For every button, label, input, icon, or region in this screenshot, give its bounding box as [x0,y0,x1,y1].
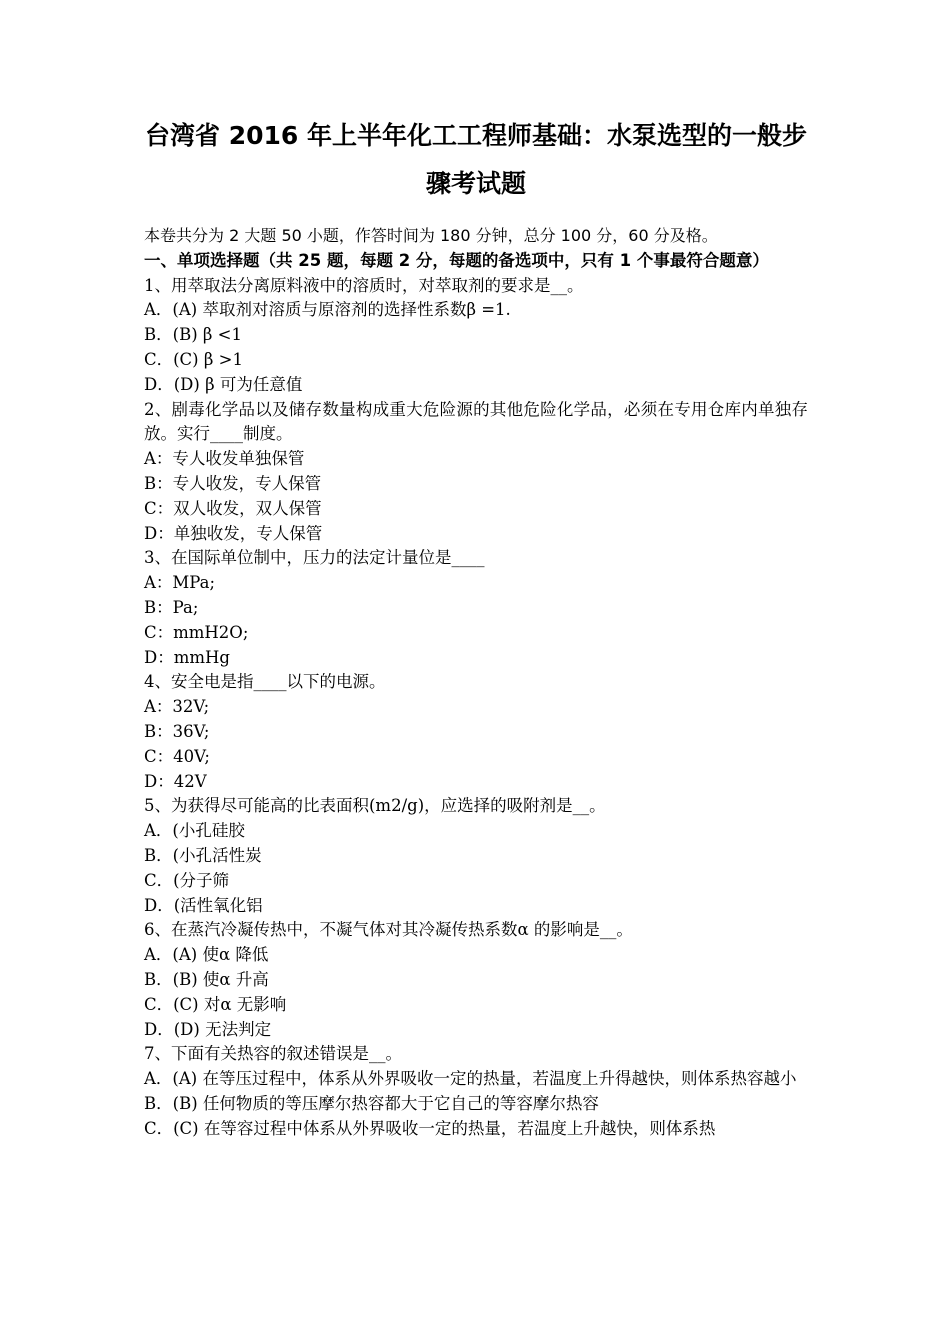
option-a: A．(A) 在等压过程中，体系从外界吸收一定的热量，若温度上升得越快，则体系热容越小 [144,1069,797,1089]
question-4 [144,670,808,794]
question-7 [144,1042,808,1141]
option-d: D：mmHg [144,647,230,667]
option-b: B．(B) 使α 升高 [144,969,269,989]
section-heading: 一、单项选择题（共 25 题，每题 2 分，每题的备选项中，只有 1 个事最符合题意） [144,250,769,270]
option-c: C．(C) 对α 无影响 [144,994,287,1014]
option-c: C．(分子筛 [144,870,230,890]
question-stem: 5、为获得尽可能高的比表面积(m2/g)，应选择的吸附剂是__。 [144,796,606,816]
question-stem: 1、用萃取法分离原料液中的溶质时，对萃取剂的要求是__。 [144,275,584,295]
option-a: A：专人收发单独保管 [144,449,305,469]
question-stem: 7、下面有关热容的叙述错误是__。 [144,1044,402,1064]
option-d: D．(D) β 可为任意值 [144,374,303,394]
question-stem: 6、在蒸汽冷凝传热中，不凝气体对其冷凝传热系数α 的影响是__。 [144,920,633,940]
option-a: A．(A) 萃取剂对溶质与原溶剂的选择性系数β =1. [144,300,511,320]
question-5 [144,794,808,918]
question-stem: 3、在国际单位制中，压力的法定计量位是____ [144,548,485,568]
option-b: B．(B) 任何物质的等压摩尔热容都大于它自己的等容摩尔热容 [144,1093,599,1113]
option-b: B：Pa; [144,597,199,617]
option-b: B．(B) β <1 [144,325,242,345]
option-b: B：36V; [144,721,210,741]
title-line-1: 台湾省 2016 年上半年化工工程师基础：水泵选型的一般步 [145,121,807,150]
exam-intro: 本卷共分为 2 大题 50 小题，作答时间为 180 分钟，总分 100 分，60 分及格。 [144,226,718,245]
option-d: D．(D) 无法判定 [144,1019,272,1039]
question-stem: 4、安全电是指____以下的电源。 [144,672,386,692]
option-c: C：40V; [144,746,210,766]
option-a: A：MPa; [144,573,216,593]
option-a: A．(小孔硅胶 [144,821,245,841]
option-d: D：42V [144,771,207,791]
option-c: C．(C) β >1 [144,349,243,369]
option-b: B：专人收发，专人保管 [144,473,322,493]
option-d: D．(活性氧化铝 [144,895,263,915]
option-c: C：mmH2O; [144,622,249,642]
question-3 [144,546,808,670]
option-b: B．(小孔活性炭 [144,845,262,865]
option-a: A．(A) 使α 降低 [144,945,269,965]
option-c: C．(C) 在等容过程中体系从外界吸收一定的热量，若温度上升越快，则体系热 [144,1118,716,1138]
question-6 [144,918,808,1042]
question-stem: 2、剧毒化学品以及储存数量构成重大危险源的其他危险化学品，必须在专用仓库内单独存放。实行____制度。 [144,399,808,444]
question-1 [144,274,808,398]
option-c: C：双人收发，双人保管 [144,498,322,518]
title-line-2: 骤考试题 [425,169,526,198]
document-page [144,112,808,1141]
option-a: A：32V; [144,697,210,717]
option-d: D：单独收发，专人保管 [144,523,323,543]
question-2 [144,398,808,547]
document-title [144,112,808,208]
